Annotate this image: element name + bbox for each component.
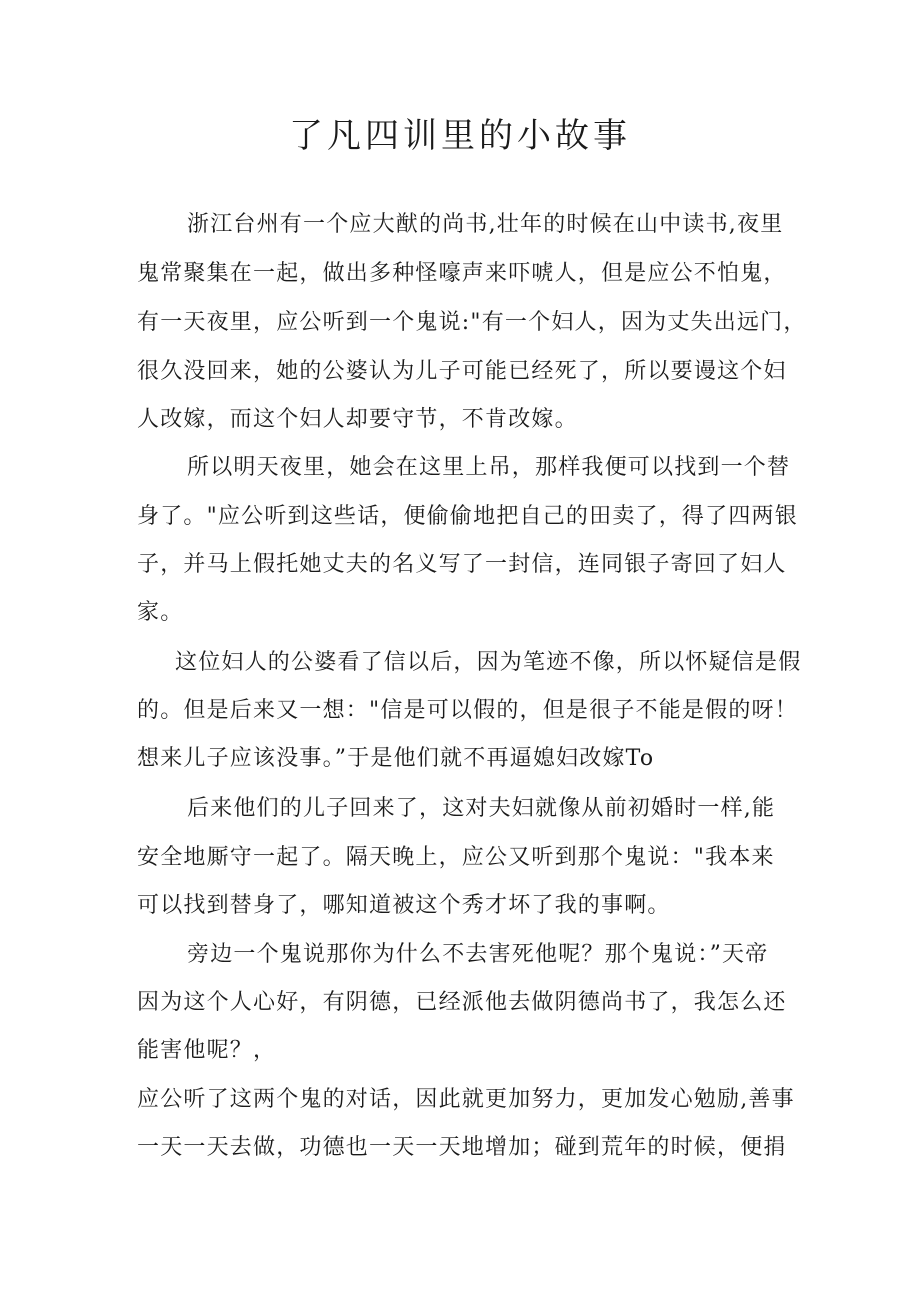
- text-line: 想来儿子应该没事。”于是他们就不再逼媳妇改嫁To: [137, 746, 655, 771]
- text-line: 的。但是后来又一想："信是可以假的，但是很子不能是假的呀！: [137, 698, 798, 723]
- document-title: 了凡四训里的小故事: [289, 116, 631, 156]
- text-line: 一天一天去做，功德也一天一天地增加；碰到荒年的时候，便捐: [137, 1135, 787, 1160]
- text-line: 应公听了这两个鬼的对话，因此就更加努力，更加发心勉励,善事: [137, 1087, 795, 1112]
- text-line: 很久没回来，她的公婆认为儿子可能已经死了，所以要谩这个妇: [137, 359, 787, 384]
- text-line: 安全地厮守一起了。隔天晚上，应公又听到那个鬼说："我本来: [137, 845, 775, 870]
- text-line: 这位妇人的公婆看了信以后，因为笔迹不像，所以怀疑信是假: [175, 650, 802, 675]
- text-line: 能害他呢？，: [137, 1038, 277, 1063]
- text-line: 因为这个人心好，有阴德，已经派他去做阴德尚书了，我怎么还: [137, 990, 787, 1015]
- text-line: 鬼常聚集在一起，做出多种怪嚎声来吓唬人，但是应公不怕鬼，: [137, 261, 787, 286]
- text-line: 身了。"应公听到这些话，便偷偷地把自己的田卖了，得了四两银: [137, 504, 798, 529]
- text-line: 旁边一个鬼说那你为什么不去害死他呢？那个鬼说：”天帝: [187, 942, 769, 967]
- text-line: 人改嫁，而这个妇人却要守节，不肯改嫁。: [137, 407, 578, 432]
- text-line: 子，并马上假托她丈夫的名义写了一封信，连同银子寄回了妇人: [137, 552, 787, 577]
- text-line: 所以明天夜里，她会在这里上吊，那样我便可以找到一个替: [187, 455, 791, 480]
- text-line: 浙江台州有一个应大猷的尚书,壮年的时候在山中读书,夜里: [187, 212, 784, 237]
- text-line: 有一天夜里，应公听到一个鬼说:"有一个妇人，因为丈失出远门，: [137, 310, 807, 335]
- text-line: 家。: [137, 600, 184, 625]
- text-line: 后来他们的儿子回来了，这对夫妇就像从前初婚时一样,能: [187, 796, 776, 821]
- text-line: 可以找到替身了，哪知道被这个秀才坏了我的事啊。: [137, 893, 671, 918]
